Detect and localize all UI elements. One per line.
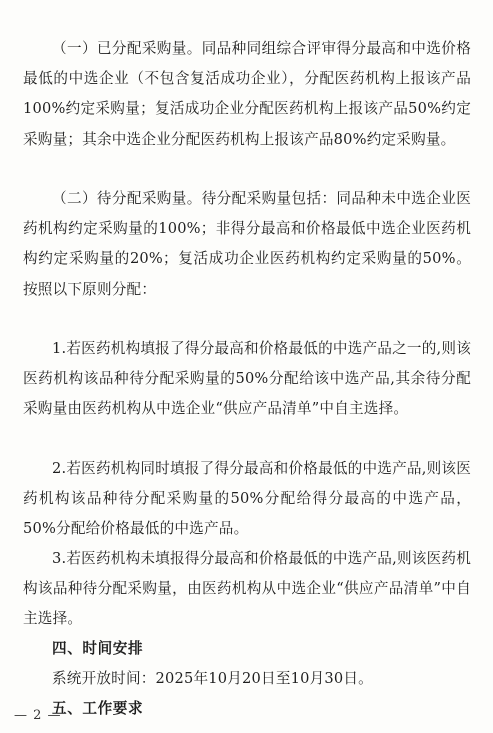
paragraph-pending-volume: （二）待分配采购量。待分配采购量包括：同品种未中选企业医药机构约定采购量的100%；非得分最高和价格最低中选企业医药机构约定采购量的20%；复活成功企业医药机构约定采购量的50%。按照以下原则分配： (23, 190, 471, 298)
paragraph-allocated-volume: （一）已分配采购量。同品种同组综合评审得分最高和中选价格最低的中选企业（不包含复活成功企业），分配医药机构上报该产品100%约定采购量；复活成功企业分配医药机构上报该产品50%约定采购量；其余中选企业分配医药机构上报该产品80%约定采购量。 (23, 40, 471, 148)
section-heading-requirements: 五、工作要求 (52, 700, 144, 717)
section-heading-schedule: 四、时间安排 (52, 640, 144, 657)
paragraph-rule-1: 1.若医药机构填报了得分最高和价格最低的中选产品之一的,则该医药机构该品种待分配采购量的50%分配给该中选产品,其余待分配采购量由医药机构从中选企业“供应产品清单”中自主选择。 (23, 340, 471, 418)
paragraph-rule-2: 2.若医药机构同时填报了得分最高和价格最低的中选产品,则该医药机构该品种待分配采购量的50%分配给得分最高的中选产品，50%分配给价格最低的中选产品。 (23, 460, 471, 538)
schedule-text: 系统开放时间：2025年10月20日至10月30日。 (52, 670, 373, 687)
paragraph-rule-3: 3.若医药机构未填报得分最高和价格最低的中选产品,则该医药机构该品种待分配采购量，由医药机构从中选企业“供应产品清单”中自主选择。 (23, 550, 471, 628)
page-number: — 2 — (14, 708, 62, 723)
